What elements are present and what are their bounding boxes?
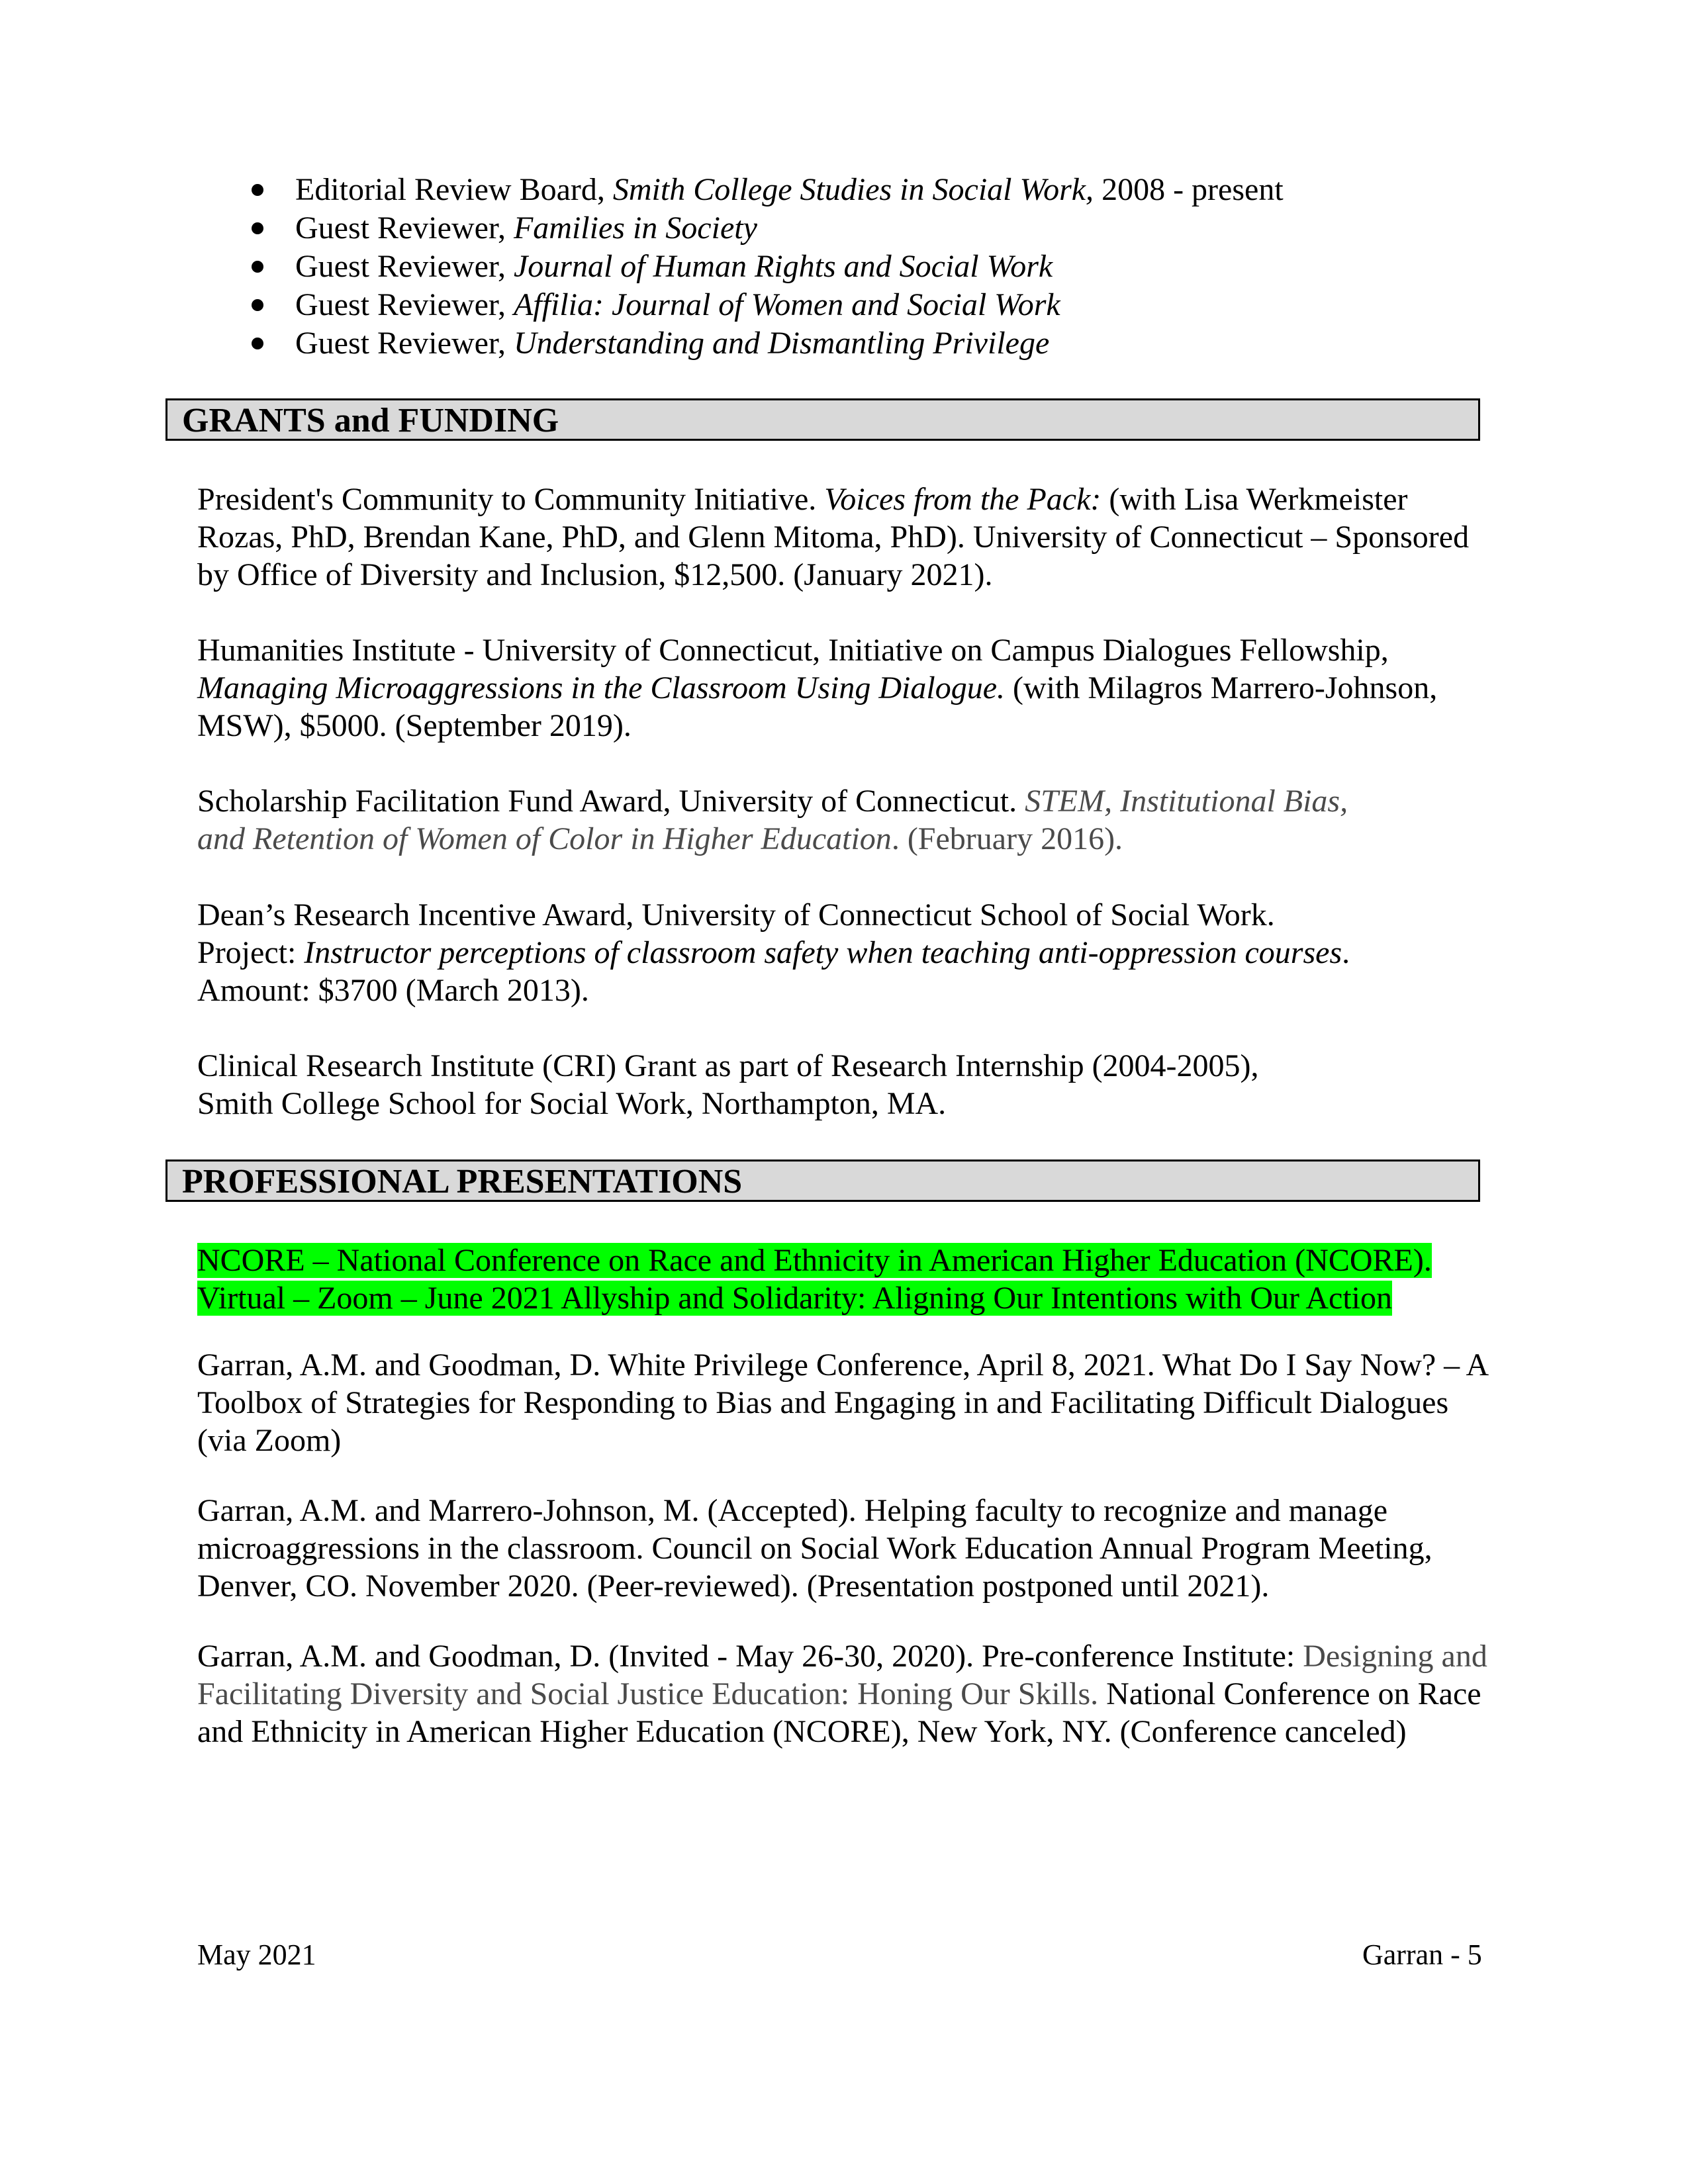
grant-entry: President's Community to Community Initiative. Voices from the Pack: (with Lisa Werkmeister Rozas, PhD, Brendan Kane, PhD, and Glenn Mitoma, PhD). University of Connecticut – Sponsored by Office of Diversity and Inclusion, $12,500. (January 2021). [197,482,1470,592]
presentation-entry: Garran, A.M. and Marrero-Johnson, M. (Accepted). Helping faculty to recognize and manage microaggressions in the classroom. Council on Social Work Education Annual Program Meeting, Denver, CO. November 2020. (Peer-reviewed). (Presentation postponed until 2021). [197,1493,1432,1604]
list-item: Guest Reviewer, Understanding and Dismantling Privilege [252,324,1509,363]
grant-entry: Dean’s Research Incentive Award, University of Connecticut School of Social Work. Project: Instructor perceptions of classroom safety when teaching anti-oppression courses. Amount: $3700 (March 2013). [197,897,1350,1008]
presentations-section-header [165,1160,1480,1202]
presentation-entry: Garran, A.M. and Goodman, D. White Privilege Conference, April 8, 2021. What Do I Say Now? – A Toolbox of Strategies for Responding to Bias and Engaging in and Facilitating Difficult Dialogues (via Zoom) [197,1347,1489,1458]
list-item: Guest Reviewer, Families in Society [252,209,1509,248]
grant-entry: Humanities Institute - University of Connecticut, Initiative on Campus Dialogues Fellowship, Managing Microaggressions in the Classroom Using Dialogue. (with Milagros Marrero-Johnson, MSW), $5000. (September 2019). [197,633,1438,743]
list-item: Guest Reviewer, Journal of Human Rights and Social Work [252,248,1509,286]
footer-date: May 2021 [197,1938,316,1971]
grant-entry: Scholarship Facilitation Fund Award, University of Connecticut. STEM, Institutional Bias, and Retention of Women of Color in Higher Education. (February 2016). [197,784,1348,856]
footer-page-number: Garran - 5 [1362,1938,1482,1971]
section-title: PROFESSIONAL PRESENTATIONS [182,1163,743,1201]
list-item: Editorial Review Board, Smith College Studies in Social Work, 2008 - present [252,171,1509,209]
section-title: GRANTS and FUNDING [182,402,559,439]
bullet-icon [252,338,263,349]
list-item: Guest Reviewer, Affilia: Journal of Women and Social Work [252,286,1509,324]
highlighted-text: Virtual – Zoom – June 2021 Allyship and Solidarity: Aligning Our Intentions with Our Action [197,1281,1393,1316]
bullet-icon [252,299,263,311]
presentation-entry: Garran, A.M. and Goodman, D. (Invited - May 26-30, 2020). Pre-conference Institute: Designing and Facilitating Diversity and Social Justice Education: Honing Our Skills. National Conference on Race and Ethnicity in American Higher Education (NCORE), New York, NY. (Conference canceled) [197,1639,1487,1749]
bullet-icon [252,222,263,234]
highlighted-text: NCORE – National Conference on Race and Ethnicity in American Higher Education (NCORE). [197,1243,1432,1278]
grants-section-header [165,398,1480,441]
bullet-icon [252,184,263,196]
reviewer-list [252,171,1509,363]
grant-entry: Clinical Research Institute (CRI) Grant as part of Research Internship (2004-2005), Smith College School for Social Work, Northampton, MA. [197,1048,1259,1121]
presentation-entry [197,1242,1561,1317]
bullet-icon [252,261,263,273]
